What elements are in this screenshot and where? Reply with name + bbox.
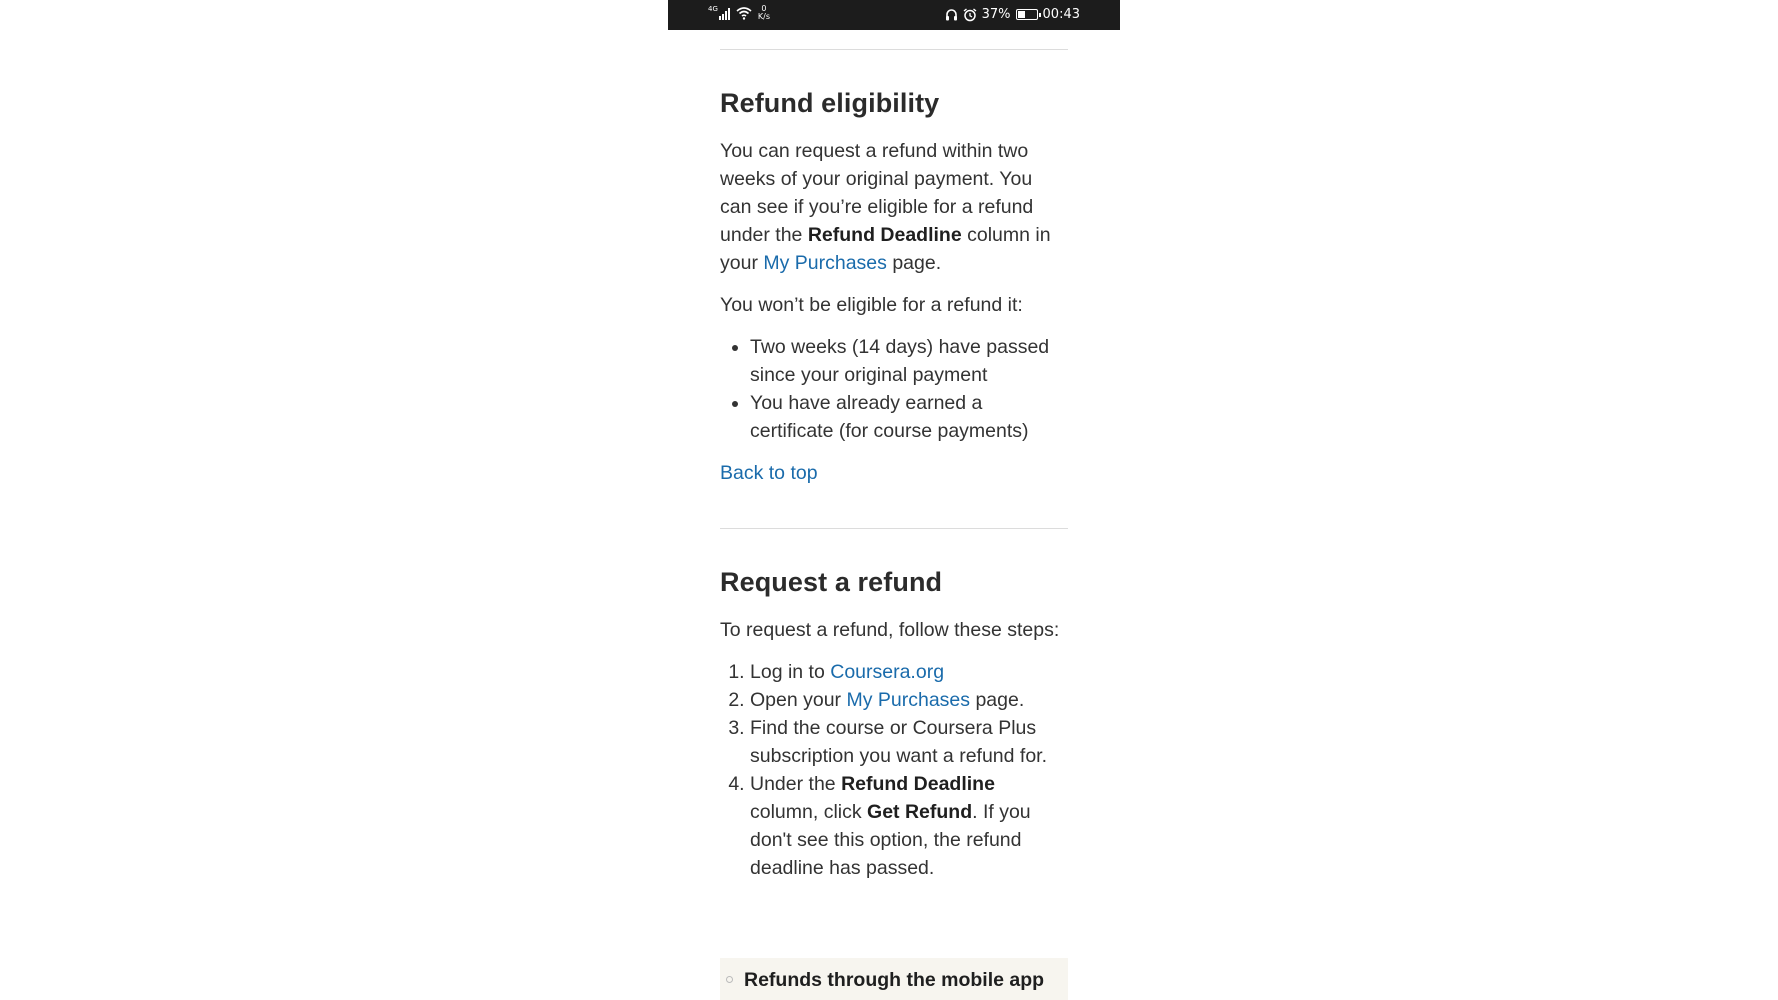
- list-item: • Two weeks (14 days) have passed since your original payment: [750, 333, 1068, 389]
- ineligibility-list: [720, 333, 1068, 445]
- section-divider: [720, 49, 1068, 50]
- get-refund-bold: Get Refund: [867, 801, 973, 823]
- list-item: [750, 658, 1068, 686]
- list-item: [750, 686, 1068, 714]
- expand-icon: [726, 976, 733, 983]
- battery-icon: [1016, 9, 1038, 20]
- list-item: 3. Find the course or Coursera Plus subscription you want a refund for.: [750, 714, 1068, 770]
- wifi-icon: [736, 6, 752, 20]
- step4-text-b: column, click: [750, 801, 868, 823]
- help-article: [720, 30, 1068, 882]
- refund-steps: [720, 658, 1068, 882]
- refund-deadline-bold: Refund Deadline: [807, 224, 962, 246]
- network-speed-unit: K/s: [757, 12, 770, 21]
- step2-text: Open your: [750, 689, 847, 711]
- refund-deadline-bold: Refund Deadline: [841, 773, 995, 795]
- eligibility-intro-text-3: page.: [886, 252, 942, 274]
- status-bar: [668, 0, 1120, 30]
- step1-text: Log in to: [750, 661, 831, 683]
- eligibility-intro-text-1: You can request a refund within two weeks of your original payment. You can see if you’re eligible for a refund under the: [720, 140, 1034, 246]
- callout-title: Refunds through the mobile app: [744, 969, 1045, 991]
- status-left: [708, 5, 770, 21]
- back-to-top-line: [720, 459, 1068, 487]
- my-purchases-link[interactable]: My Purchases: [846, 689, 971, 711]
- alarm-icon: [963, 8, 977, 22]
- step4-text-a: Under the: [750, 773, 842, 795]
- request-refund-heading: Request a refund: [720, 567, 943, 597]
- eligibility-intro: [720, 137, 1068, 277]
- refund-eligibility-heading: Refund eligibility: [720, 88, 940, 118]
- network-speed-value: 0: [761, 4, 767, 13]
- my-purchases-link[interactable]: My Purchases: [763, 252, 887, 274]
- status-right: [945, 7, 1080, 22]
- headphones-icon: [945, 8, 958, 21]
- battery-fill: [1018, 11, 1025, 18]
- list-item: • You have already earned a certificate (for course payments): [750, 389, 1068, 445]
- clock: 00:43: [1042, 7, 1080, 22]
- request-intro: To request a refund, follow these steps:: [720, 619, 1060, 641]
- step4-text-c: . If you don't see this option, the refund deadline has passed.: [750, 801, 1031, 879]
- network-speed: [758, 5, 770, 21]
- mobile-app-callout[interactable]: [720, 958, 1068, 1000]
- section-divider: [720, 528, 1068, 529]
- battery-percent: 37%: [981, 7, 1011, 22]
- not-eligible-text: You won’t be eligible for a refund it:: [720, 294, 1023, 316]
- network-type: 4G: [708, 5, 718, 13]
- back-to-top-link[interactable]: Back to top: [720, 462, 818, 484]
- step2-end: page.: [970, 689, 1025, 711]
- phone-screen: [668, 0, 1120, 1000]
- signal-icon: [708, 6, 730, 20]
- coursera-link[interactable]: Coursera.org: [830, 661, 945, 683]
- eligibility-intro-text-2: column in your: [720, 224, 1051, 274]
- list-item: [750, 770, 1068, 882]
